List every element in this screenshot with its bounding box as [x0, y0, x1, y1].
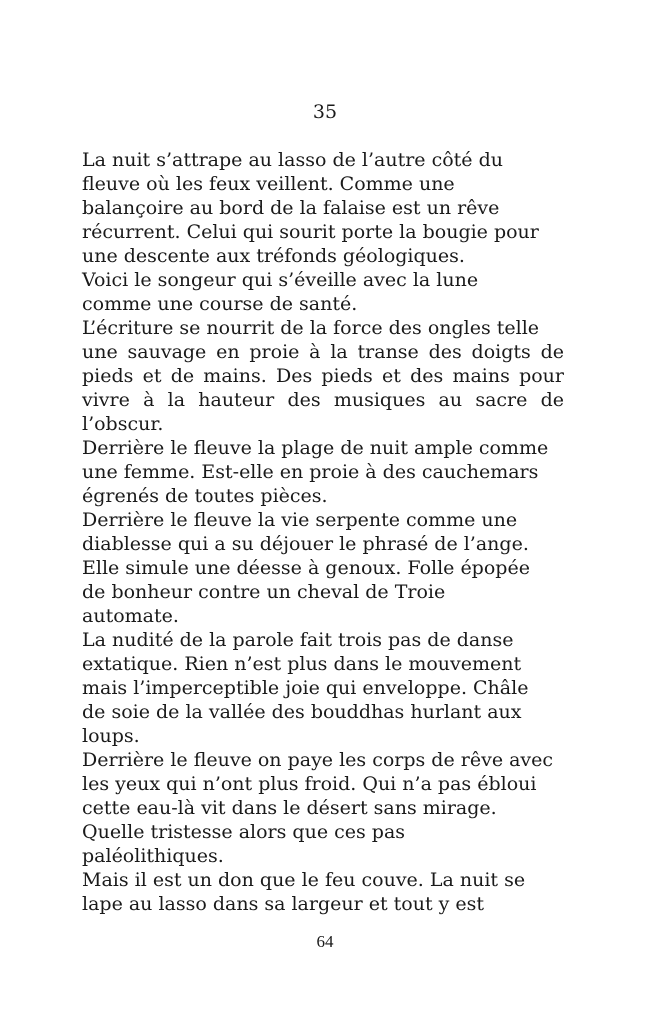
- text-line: fleuve où les feux veillent. Comme une: [82, 173, 455, 195]
- text-line: balançoire au bord de la falaise est un rêve: [82, 197, 500, 219]
- text-line: une femme. Est-elle en proie à des cauchemars: [82, 461, 539, 483]
- text-line: les yeux qui n’ont plus froid. Qui n’a pas ébloui: [82, 773, 537, 795]
- text-line: une descente aux tréfonds géologiques.: [82, 245, 465, 267]
- text-line: diablesse qui a su déjouer le phrasé de l’ange.: [82, 533, 529, 555]
- text-line: Derrière le fleuve la vie serpente comme une: [82, 509, 518, 531]
- poem-text: [82, 148, 564, 916]
- poem-number: 35: [312, 101, 338, 123]
- text-line: lape au lasso dans sa largeur et tout y est: [82, 893, 485, 915]
- text-line: une sauvage en proie à la transe des doigts de: [82, 341, 564, 363]
- text-line: paléolithiques.: [82, 845, 224, 867]
- text-line: pieds et de mains. Des pieds et des mains pour: [82, 365, 564, 387]
- text-line: vivre à la hauteur des musiques au sacre de: [82, 389, 564, 411]
- text-line: Mais il est un don que le feu couve. La nuit se: [82, 869, 526, 891]
- text-line: loups.: [82, 725, 140, 747]
- text-line: Quelle tristesse alors que ces pas: [82, 821, 406, 843]
- text-line: cette eau-là vit dans le désert sans mirage.: [82, 797, 497, 819]
- text-line: Voici le songeur qui s’éveille avec la lune: [82, 269, 479, 291]
- text-line: mais l’imperceptible joie qui enveloppe. Châle: [82, 677, 529, 699]
- text-line: La nuit s’attrape au lasso de l’autre côté du: [82, 149, 503, 171]
- text-line: Elle simule une déesse à genoux. Folle épopée: [82, 557, 530, 579]
- text-line: Derrière le fleuve on paye les corps de rêve avec: [82, 749, 554, 771]
- text-line: comme une course de santé.: [82, 293, 358, 315]
- text-line: égrenés de toutes pièces.: [82, 485, 328, 507]
- text-line: L’écriture se nourrit de la force des ongles telle: [82, 317, 540, 339]
- text-line: l’obscur.: [82, 413, 164, 435]
- text-line: extatique. Rien n’est plus dans le mouvement: [82, 653, 522, 675]
- text-line: La nudité de la parole fait trois pas de danse: [82, 629, 514, 651]
- page-number: 64: [316, 932, 334, 951]
- text-line: récurrent. Celui qui sourit porte la bougie pour: [82, 221, 539, 243]
- text-line: Derrière le fleuve la plage de nuit ample comme: [82, 437, 549, 459]
- text-line: de soie de la vallée des bouddhas hurlant aux: [82, 701, 522, 723]
- text-line: automate.: [82, 605, 179, 627]
- text-line: de bonheur contre un cheval de Troie: [82, 581, 446, 603]
